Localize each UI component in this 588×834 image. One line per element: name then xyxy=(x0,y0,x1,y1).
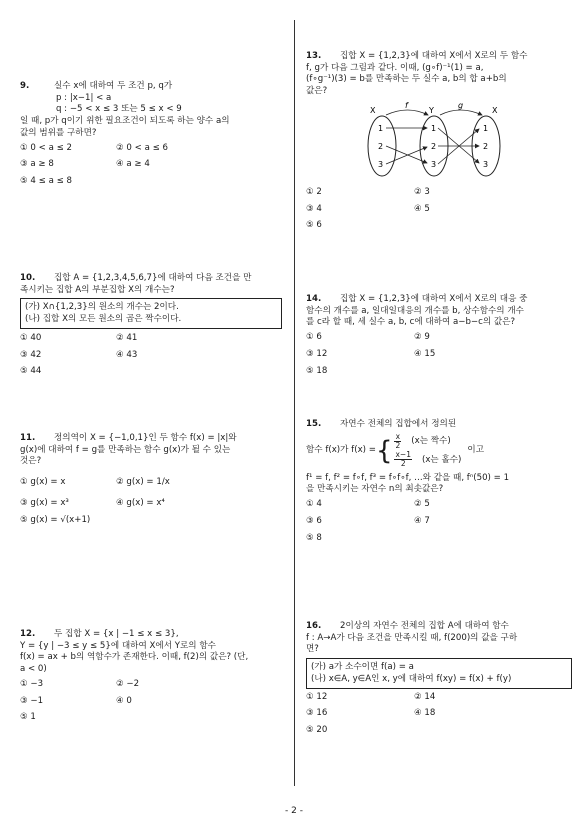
condition-box xyxy=(306,658,572,688)
choice-4[interactable]: ④ 15 xyxy=(414,348,436,359)
choice-5[interactable]: ⑤ 4 ≤ a ≤ 8 xyxy=(20,176,72,187)
choices xyxy=(306,332,572,376)
choices xyxy=(306,692,572,736)
choice-2[interactable]: ② 9 xyxy=(414,332,430,343)
choice-1[interactable]: ① g(x) = x xyxy=(20,477,66,488)
question-9 xyxy=(20,80,282,193)
func-label-f: f xyxy=(405,100,408,110)
question-10 xyxy=(20,272,282,383)
question-12 xyxy=(20,628,282,729)
question-13 xyxy=(306,50,572,237)
choice-3[interactable]: ③ 6 xyxy=(306,515,322,526)
choice-5[interactable]: ⑤ 44 xyxy=(20,366,42,377)
choice-5[interactable]: ⑤ 6 xyxy=(306,220,322,231)
func-label-g: g xyxy=(458,100,464,110)
choices xyxy=(20,333,282,377)
set-label-x2: X xyxy=(492,105,498,115)
question-9-stem: 9. 실수 x에 대하여 두 조건 p, q가 p : |x−1| < a q : −5 < x ≤ 3 또는 5 ≤ x < 9 일 때, p가 q이기 위한 필요조건이 되도록 하는 양수 a의 값의 범위를 구하면? xyxy=(20,81,230,138)
question-number: 16. xyxy=(306,621,322,631)
choice-1[interactable]: ① 4 xyxy=(306,499,322,510)
choice-4[interactable]: ④ 7 xyxy=(414,515,430,526)
column-divider xyxy=(294,20,295,786)
choice-2[interactable]: ② 41 xyxy=(116,332,138,343)
choice-3[interactable]: ③ −1 xyxy=(20,695,44,706)
condition-b: (나) 집합 X의 모든 원소의 곱은 짝수이다. xyxy=(25,314,182,325)
x-elem-2: 2 xyxy=(378,141,384,151)
question-number: 10. xyxy=(20,273,36,283)
set-label-x: X xyxy=(370,105,376,115)
piecewise-definition: 함수 f(x)가 f(x) = { $\frac{x}{2}$ (x는 짝수) $\frac{x-1}{2}$ (x는 홀수) 이고 xyxy=(306,431,485,469)
choice-1[interactable]: ① −3 xyxy=(20,678,44,689)
choice-4[interactable]: ④ 0 xyxy=(116,695,132,706)
x2-elem-3: 3 xyxy=(483,159,489,169)
choice-5[interactable]: ⑤ g(x) = √(x+1) xyxy=(20,514,91,525)
choice-1[interactable]: ① 2 xyxy=(306,186,322,197)
question-15-stem: 15. 자연수 전체의 집합에서 정의된 함수 f(x)가 f(x) = { $\frac{x}{2}$ (x는 짝수) $\frac{x-1}{2}$ (x는 홀수) 이고 f¹ = f, f² = f∘f, f³ = f∘f∘f, …와 같을 때, fⁿ(50) = 1 을 만족시키는 자연수 n의 최솟값은? xyxy=(306,419,572,495)
question-12-stem: 12. 두 집합 X = {x | −1 ≤ x ≤ 3}, Y = {y | −3 ≤ y ≤ 5}에 대하여 X에서 Y로의 함수 f(x) = ax + b의 역함수가 존재한다. 이때, f(2)의 값은? (단, a < 0) xyxy=(20,629,249,675)
condition-box xyxy=(20,298,282,328)
question-number: 9. xyxy=(20,81,30,91)
x2-elem-2: 2 xyxy=(483,141,489,151)
choices xyxy=(20,477,282,525)
choice-1[interactable]: ① 6 xyxy=(306,332,322,343)
choice-2[interactable]: ② g(x) = 1/x xyxy=(116,477,170,488)
y-elem-3: 3 xyxy=(431,159,437,169)
question-number: 14. xyxy=(306,294,322,304)
choice-2[interactable]: ② 3 xyxy=(414,186,430,197)
brace: { xyxy=(375,435,393,466)
question-13-stem: 13. 집합 X = {1,2,3}에 대하여 X에서 X로의 두 함수 f, g가 다음 그림과 같다. 이때, (g∘f)⁻¹(1) = a, (f∘g⁻¹)(3) = b를 만족하는 두 실수 a, b의 합 a+b의 값은? xyxy=(306,51,528,97)
question-number: 13. xyxy=(306,51,322,61)
choice-5[interactable]: ⑤ 20 xyxy=(306,725,328,736)
choice-2[interactable]: ② 5 xyxy=(414,499,430,510)
choice-3[interactable]: ③ 16 xyxy=(306,708,328,719)
set-label-y: Y xyxy=(429,105,434,115)
choices xyxy=(20,143,282,187)
condition-a: (가) X∩{1,2,3}의 원소의 개수는 2이다. xyxy=(25,302,179,313)
case-even: $\frac{x}{2}$ (x는 짝수) xyxy=(395,431,451,450)
g-arc xyxy=(440,110,482,115)
question-number: 11. xyxy=(20,433,36,443)
question-14-stem: 14. 집합 X = {1,2,3}에 대하여 X에서 X로의 대응 중 함수의 개수를 a, 일대일대응의 개수를 b, 상수함수의 개수 를 c라 할 때, 세 실수 a, b, c에 대하여 a−b−c의 값은? xyxy=(306,294,528,328)
choice-2[interactable]: ② −2 xyxy=(116,678,140,689)
x-elem-1: 1 xyxy=(378,123,384,133)
choice-5[interactable]: ⑤ 18 xyxy=(306,365,328,376)
x2-elem-1: 1 xyxy=(483,123,489,133)
question-11 xyxy=(20,432,282,531)
choices xyxy=(306,187,572,231)
question-15 xyxy=(306,418,572,549)
choice-5[interactable]: ⑤ 1 xyxy=(20,712,36,723)
choices xyxy=(20,679,282,723)
choice-3[interactable]: ③ g(x) = x³ xyxy=(20,497,69,508)
mapping-diagram xyxy=(306,101,572,183)
choice-2[interactable]: ② 14 xyxy=(414,691,436,702)
question-16-stem: 16. 2이상의 자연수 전체의 집합 A에 대하여 함수 f : A→A가 다음 조건을 만족시킬 때, f(200)의 값을 구하 면? xyxy=(306,621,518,655)
choice-2[interactable]: ② 0 < a ≤ 6 xyxy=(116,142,168,153)
choice-1[interactable]: ① 0 < a ≤ 2 xyxy=(20,142,72,153)
page-number: - 2 - xyxy=(285,806,303,816)
f-arc xyxy=(386,110,428,115)
choice-5[interactable]: ⑤ 8 xyxy=(306,532,322,543)
choice-1[interactable]: ① 40 xyxy=(20,332,42,343)
case-odd: $\frac{x-1}{2}$ (x는 홀수) xyxy=(395,450,462,469)
choice-3[interactable]: ③ 42 xyxy=(20,349,42,360)
question-14 xyxy=(306,293,572,382)
choice-4[interactable]: ④ g(x) = x⁴ xyxy=(116,497,165,508)
condition-b: (나) x∈A, y∈A인 x, y에 대하여 f(xy) = f(x) + f(y) xyxy=(311,673,512,684)
choice-4[interactable]: ④ a ≥ 4 xyxy=(116,159,150,170)
question-10-stem: 10. 집합 A = {1,2,3,4,5,6,7}에 대하여 다음 조건을 만 족시키는 집합 A의 부분집합 X의 개수는? xyxy=(20,273,252,295)
choice-4[interactable]: ④ 18 xyxy=(414,708,436,719)
choice-4[interactable]: ④ 5 xyxy=(414,203,430,214)
y-elem-2: 2 xyxy=(431,141,437,151)
question-11-stem: 11. 정의역이 X = {−1,0,1}인 두 함수 f(x) = |x|와 g(x)에 대하여 f = g를 만족하는 함수 g(x)가 될 수 있는 것은? xyxy=(20,433,237,467)
question-number: 15. xyxy=(306,419,322,429)
choice-3[interactable]: ③ 12 xyxy=(306,348,328,359)
choice-1[interactable]: ① 12 xyxy=(306,691,328,702)
condition-a: (가) a가 소수이면 f(a) = a xyxy=(311,662,414,673)
x-elem-3: 3 xyxy=(378,159,384,169)
choice-3[interactable]: ③ 4 xyxy=(306,203,322,214)
choices xyxy=(306,499,572,543)
choice-4[interactable]: ④ 43 xyxy=(116,349,138,360)
y-elem-1: 1 xyxy=(431,123,437,133)
choice-3[interactable]: ③ a ≥ 8 xyxy=(20,159,54,170)
question-number: 12. xyxy=(20,629,36,639)
question-16 xyxy=(306,620,572,742)
